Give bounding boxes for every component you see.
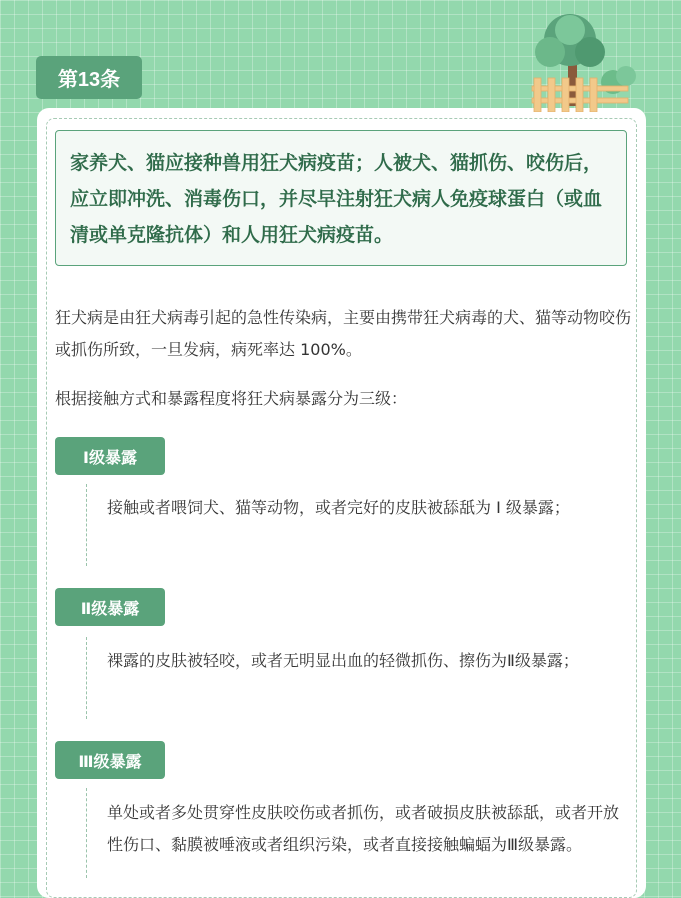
level-2-divider (86, 637, 87, 719)
level-1-divider (86, 484, 87, 566)
level-3-divider (86, 788, 87, 878)
level-1-tag: Ⅰ级暴露 (55, 437, 165, 475)
tree-with-fence-icon (518, 12, 648, 112)
summary-box: 家养犬、猫应接种兽用狂犬病疫苗；人被犬、猫抓伤、咬伤后，应立即冲洗、消毒伤口，并尽早注射狂犬病人免疫球蛋白（或血清或单克隆抗体）和人用狂犬病疫苗。 (55, 130, 627, 266)
level-3-description: 单处或者多处贯穿性皮肤咬伤或者抓伤，或者破损皮肤被舔舐，或者开放性伤口、黏膜被唾液或者组织污染，或者直接接触蝙蝠为Ⅲ级暴露。 (107, 803, 620, 854)
level-3-tag: Ⅲ级暴露 (55, 741, 165, 779)
level-1-description: 接触或者喂饲犬、猫等动物，或者完好的皮肤被舔舐为 Ⅰ 级暴露； (107, 498, 570, 517)
article-number-tag: 第13条 (36, 56, 142, 99)
intro-paragraph: 狂犬病是由狂犬病毒引起的急性传染病，主要由携带狂犬病毒的犬、猫等动物咬伤或抓伤所致，一旦发病，病死率达 100%。 (55, 308, 632, 359)
level-2-tag: Ⅱ级暴露 (55, 588, 165, 626)
classification-intro: 根据接触方式和暴露程度将狂犬病暴露分为三级： (55, 389, 408, 408)
level-2-description: 裸露的皮肤被轻咬，或者无明显出血的轻微抓伤、擦伤为Ⅱ级暴露； (107, 651, 579, 670)
